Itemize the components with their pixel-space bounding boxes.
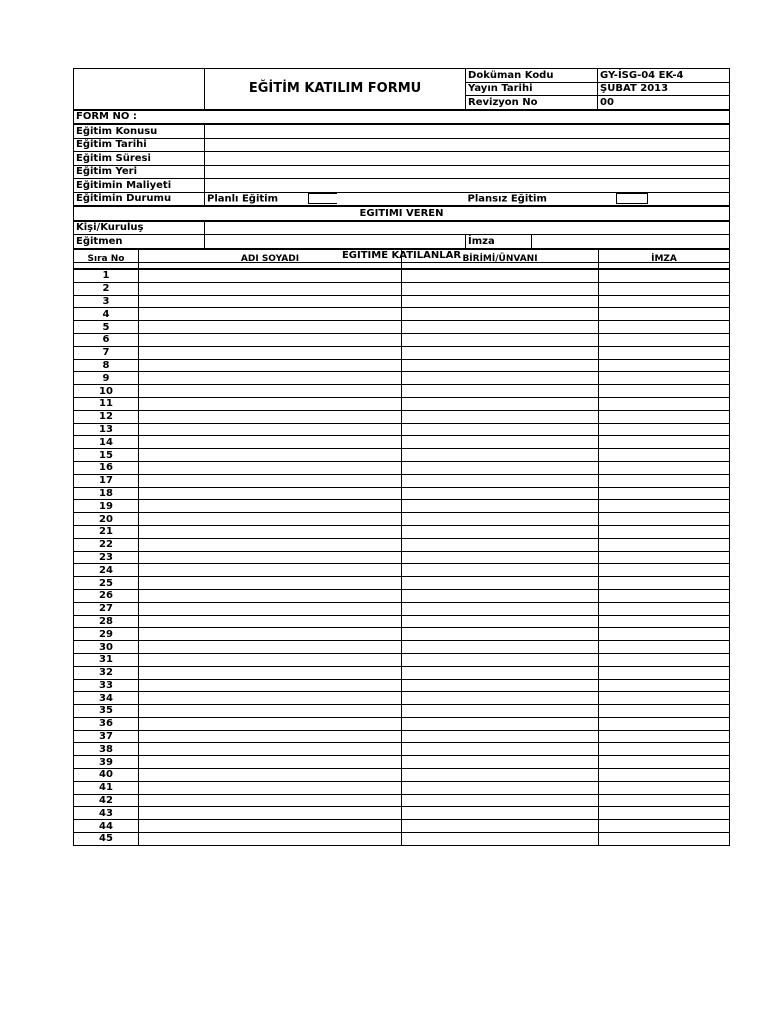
- unplanned-checkbox[interactable]: [616, 193, 648, 204]
- table-row: [74, 525, 730, 538]
- table-row: [74, 679, 730, 692]
- row-number: 21: [74, 525, 139, 538]
- table-row: [74, 794, 730, 807]
- signature-cell[interactable]: [599, 781, 730, 794]
- signature-cell[interactable]: [599, 769, 730, 782]
- signature-cell[interactable]: [599, 359, 730, 372]
- signature-cell[interactable]: [599, 410, 730, 423]
- row-number: 23: [74, 551, 139, 564]
- row-number: 17: [74, 474, 139, 487]
- signature-cell[interactable]: [599, 385, 730, 398]
- row-number: 7: [74, 346, 139, 359]
- signature-cell[interactable]: [599, 730, 730, 743]
- unit-cell[interactable]: [402, 487, 599, 500]
- table-row: [74, 692, 730, 705]
- name-cell[interactable]: [139, 282, 402, 295]
- name-cell[interactable]: [139, 769, 402, 782]
- unit-cell[interactable]: [402, 449, 599, 462]
- table-row: [74, 333, 730, 346]
- signature-cell[interactable]: [599, 551, 730, 564]
- signature-cell[interactable]: [599, 628, 730, 641]
- table-row: [74, 487, 730, 500]
- table-row: [74, 756, 730, 769]
- unplanned-option: [466, 192, 730, 206]
- signature-cell[interactable]: [599, 705, 730, 718]
- name-cell[interactable]: [139, 269, 402, 282]
- signature-cell[interactable]: [599, 308, 730, 321]
- table-row: [74, 423, 730, 436]
- table-row: [74, 551, 730, 564]
- unit-cell[interactable]: [402, 577, 599, 590]
- form-title: EĞİTİM KATILIM FORMU: [205, 69, 466, 110]
- status-spacer: [337, 192, 466, 206]
- name-cell[interactable]: [139, 564, 402, 577]
- cost-label: Eğitimin Maliyeti: [74, 179, 205, 193]
- row-number: 22: [74, 538, 139, 551]
- signature-cell[interactable]: [599, 577, 730, 590]
- name-cell[interactable]: [139, 602, 402, 615]
- signature-cell[interactable]: [599, 513, 730, 526]
- row-number: 30: [74, 641, 139, 654]
- signature-cell[interactable]: [599, 282, 730, 295]
- row-number: 12: [74, 410, 139, 423]
- table-row: [74, 500, 730, 513]
- revision-label: Revizyon No: [466, 96, 598, 110]
- row-number: 19: [74, 500, 139, 513]
- table-row: [74, 269, 730, 282]
- signature-cell[interactable]: [599, 679, 730, 692]
- table-row: [74, 666, 730, 679]
- row-number: 9: [74, 372, 139, 385]
- table-row: [74, 397, 730, 410]
- row-number: 16: [74, 461, 139, 474]
- status-label: Eğitimin Durumu: [74, 192, 205, 206]
- unplanned-label: Plansız Eğitim: [467, 193, 547, 205]
- unit-cell[interactable]: [402, 602, 599, 615]
- unit-cell[interactable]: [402, 333, 599, 346]
- signature-cell[interactable]: [599, 423, 730, 436]
- row-number: 1: [74, 269, 139, 282]
- table-row: [74, 807, 730, 820]
- unit-cell[interactable]: [402, 538, 599, 551]
- trainer-label: Eğitmen: [74, 235, 205, 249]
- planned-checkbox[interactable]: [308, 193, 337, 204]
- name-cell[interactable]: [139, 333, 402, 346]
- signature-cell[interactable]: [599, 666, 730, 679]
- place-field[interactable]: [205, 165, 730, 179]
- form-header-table: [73, 68, 730, 263]
- signature-cell[interactable]: [599, 538, 730, 551]
- date-field[interactable]: [205, 138, 730, 152]
- table-row: [74, 346, 730, 359]
- unit-cell[interactable]: [402, 705, 599, 718]
- name-cell[interactable]: [139, 551, 402, 564]
- name-cell[interactable]: [139, 359, 402, 372]
- table-row: [74, 781, 730, 794]
- signature-cell[interactable]: [599, 461, 730, 474]
- org-field[interactable]: [205, 221, 730, 235]
- unit-cell[interactable]: [402, 833, 599, 846]
- doc-code-label: Doküman Kodu: [466, 69, 598, 83]
- unit-cell[interactable]: [402, 794, 599, 807]
- name-cell[interactable]: [139, 615, 402, 628]
- trainer-field[interactable]: [205, 235, 466, 249]
- unit-cell[interactable]: [402, 807, 599, 820]
- unit-cell[interactable]: [402, 551, 599, 564]
- signature-cell[interactable]: [599, 397, 730, 410]
- row-number: 14: [74, 436, 139, 449]
- unit-cell[interactable]: [402, 385, 599, 398]
- row-number: 25: [74, 577, 139, 590]
- unit-cell[interactable]: [402, 321, 599, 334]
- signature-cell[interactable]: [599, 436, 730, 449]
- signature-cell[interactable]: [599, 820, 730, 833]
- name-cell[interactable]: [139, 474, 402, 487]
- row-number: 5: [74, 321, 139, 334]
- table-row: [74, 820, 730, 833]
- row-number: 42: [74, 794, 139, 807]
- col-header-signature: İMZA: [599, 249, 730, 269]
- participants-table: [73, 248, 730, 846]
- signature-cell[interactable]: [599, 449, 730, 462]
- row-number: 38: [74, 743, 139, 756]
- col-header-unit: BİRİMİ/ÜNVANI: [402, 249, 599, 269]
- name-cell[interactable]: [139, 794, 402, 807]
- row-number: 20: [74, 513, 139, 526]
- name-cell[interactable]: [139, 717, 402, 730]
- unit-cell[interactable]: [402, 781, 599, 794]
- table-row: [74, 717, 730, 730]
- table-row: [74, 513, 730, 526]
- row-number: 35: [74, 705, 139, 718]
- unit-cell[interactable]: [402, 589, 599, 602]
- row-number: 27: [74, 602, 139, 615]
- table-row: [74, 653, 730, 666]
- name-cell[interactable]: [139, 449, 402, 462]
- row-number: 34: [74, 692, 139, 705]
- signature-cell[interactable]: [599, 321, 730, 334]
- table-row: [74, 769, 730, 782]
- row-number: 18: [74, 487, 139, 500]
- table-row: [74, 564, 730, 577]
- table-row: [74, 321, 730, 334]
- unit-cell[interactable]: [402, 282, 599, 295]
- signature-field[interactable]: [532, 235, 730, 249]
- name-cell[interactable]: [139, 628, 402, 641]
- row-number: 10: [74, 385, 139, 398]
- unit-cell[interactable]: [402, 641, 599, 654]
- name-cell[interactable]: [139, 525, 402, 538]
- name-cell[interactable]: [139, 577, 402, 590]
- unit-cell[interactable]: [402, 423, 599, 436]
- name-cell[interactable]: [139, 372, 402, 385]
- table-row: [74, 628, 730, 641]
- name-cell[interactable]: [139, 461, 402, 474]
- name-cell[interactable]: [139, 346, 402, 359]
- name-cell[interactable]: [139, 385, 402, 398]
- row-number: 3: [74, 295, 139, 308]
- table-row: [74, 705, 730, 718]
- signature-cell[interactable]: [599, 372, 730, 385]
- table-row: [74, 538, 730, 551]
- row-number: 39: [74, 756, 139, 769]
- participants-rows: [74, 269, 730, 845]
- signature-cell[interactable]: [599, 295, 730, 308]
- unit-cell[interactable]: [402, 730, 599, 743]
- unit-cell[interactable]: [402, 474, 599, 487]
- col-header-no: Sıra No: [74, 249, 139, 269]
- unit-cell[interactable]: [402, 679, 599, 692]
- signature-cell[interactable]: [599, 346, 730, 359]
- name-cell[interactable]: [139, 397, 402, 410]
- org-label: Kişi/Kuruluş: [74, 221, 205, 235]
- name-cell[interactable]: [139, 589, 402, 602]
- name-cell[interactable]: [139, 500, 402, 513]
- table-row: [74, 410, 730, 423]
- signature-cell[interactable]: [599, 807, 730, 820]
- signature-cell[interactable]: [599, 500, 730, 513]
- table-row: [74, 730, 730, 743]
- name-cell[interactable]: [139, 820, 402, 833]
- unit-cell[interactable]: [402, 500, 599, 513]
- revision-value: 00: [598, 96, 730, 110]
- unit-cell[interactable]: [402, 628, 599, 641]
- row-number: 29: [74, 628, 139, 641]
- signature-cell[interactable]: [599, 692, 730, 705]
- unit-cell[interactable]: [402, 436, 599, 449]
- row-number: 15: [74, 449, 139, 462]
- name-cell[interactable]: [139, 730, 402, 743]
- name-cell[interactable]: [139, 807, 402, 820]
- row-number: 45: [74, 833, 139, 846]
- name-cell[interactable]: [139, 692, 402, 705]
- unit-cell[interactable]: [402, 564, 599, 577]
- signature-cell[interactable]: [599, 269, 730, 282]
- name-cell[interactable]: [139, 756, 402, 769]
- table-row: [74, 282, 730, 295]
- planned-label: Planlı Eğitim: [207, 193, 279, 205]
- row-number: 4: [74, 308, 139, 321]
- form-no-label: FORM NO :: [74, 110, 730, 125]
- unit-cell[interactable]: [402, 525, 599, 538]
- signature-cell[interactable]: [599, 756, 730, 769]
- unit-cell[interactable]: [402, 461, 599, 474]
- unit-cell[interactable]: [402, 743, 599, 756]
- signature-cell[interactable]: [599, 615, 730, 628]
- row-number: 43: [74, 807, 139, 820]
- table-row: [74, 436, 730, 449]
- row-number: 13: [74, 423, 139, 436]
- row-number: 11: [74, 397, 139, 410]
- name-cell[interactable]: [139, 423, 402, 436]
- unit-cell[interactable]: [402, 372, 599, 385]
- signature-cell[interactable]: [599, 474, 730, 487]
- name-cell[interactable]: [139, 833, 402, 846]
- unit-cell[interactable]: [402, 717, 599, 730]
- table-row: [74, 449, 730, 462]
- table-row: [74, 295, 730, 308]
- unit-cell[interactable]: [402, 653, 599, 666]
- name-cell[interactable]: [139, 487, 402, 500]
- signature-cell[interactable]: [599, 589, 730, 602]
- unit-cell[interactable]: [402, 397, 599, 410]
- row-number: 33: [74, 679, 139, 692]
- name-cell[interactable]: [139, 295, 402, 308]
- signature-cell[interactable]: [599, 602, 730, 615]
- table-row: [74, 474, 730, 487]
- signature-cell[interactable]: [599, 833, 730, 846]
- signature-cell[interactable]: [599, 564, 730, 577]
- unit-cell[interactable]: [402, 346, 599, 359]
- row-number: 24: [74, 564, 139, 577]
- duration-label: Eğitim Süresi: [74, 152, 205, 166]
- row-number: 28: [74, 615, 139, 628]
- row-number: 8: [74, 359, 139, 372]
- row-number: 44: [74, 820, 139, 833]
- signature-cell[interactable]: [599, 717, 730, 730]
- name-cell[interactable]: [139, 781, 402, 794]
- trainer-section-title: EGITIMI VEREN: [74, 206, 730, 221]
- name-cell[interactable]: [139, 666, 402, 679]
- name-cell[interactable]: [139, 538, 402, 551]
- subject-label: Eğitim Konusu: [74, 124, 205, 138]
- table-row: [74, 461, 730, 474]
- signature-cell[interactable]: [599, 333, 730, 346]
- unit-cell[interactable]: [402, 820, 599, 833]
- signature-cell[interactable]: [599, 653, 730, 666]
- row-number: 40: [74, 769, 139, 782]
- signature-cell[interactable]: [599, 487, 730, 500]
- unit-cell[interactable]: [402, 692, 599, 705]
- pub-date-value: ŞUBAT 2013: [598, 82, 730, 96]
- name-cell[interactable]: [139, 436, 402, 449]
- unit-cell[interactable]: [402, 308, 599, 321]
- name-cell[interactable]: [139, 321, 402, 334]
- signature-cell[interactable]: [599, 743, 730, 756]
- row-number: 31: [74, 653, 139, 666]
- table-row: [74, 743, 730, 756]
- signature-label: İmza: [466, 235, 532, 249]
- duration-field[interactable]: [205, 152, 730, 166]
- table-row: [74, 641, 730, 654]
- table-row: [74, 308, 730, 321]
- table-row: [74, 602, 730, 615]
- place-label: Eğitim Yeri: [74, 165, 205, 179]
- table-row: [74, 577, 730, 590]
- row-number: 26: [74, 589, 139, 602]
- doc-code-value: GY-İSG-04 EK-4: [598, 69, 730, 83]
- table-row: [74, 359, 730, 372]
- table-row: [74, 833, 730, 846]
- unit-cell[interactable]: [402, 269, 599, 282]
- signature-cell[interactable]: [599, 794, 730, 807]
- name-cell[interactable]: [139, 679, 402, 692]
- cost-field[interactable]: [205, 179, 730, 193]
- name-cell[interactable]: [139, 410, 402, 423]
- name-cell[interactable]: [139, 705, 402, 718]
- name-cell[interactable]: [139, 641, 402, 654]
- row-number: 36: [74, 717, 139, 730]
- table-row: [74, 589, 730, 602]
- unit-cell[interactable]: [402, 769, 599, 782]
- table-row: [74, 372, 730, 385]
- unit-cell[interactable]: [402, 756, 599, 769]
- unit-cell[interactable]: [402, 295, 599, 308]
- unit-cell[interactable]: [402, 410, 599, 423]
- col-header-name: ADI SOYADI: [139, 249, 402, 269]
- unit-cell[interactable]: [402, 666, 599, 679]
- row-number: 2: [74, 282, 139, 295]
- signature-cell[interactable]: [599, 641, 730, 654]
- name-cell[interactable]: [139, 653, 402, 666]
- unit-cell[interactable]: [402, 615, 599, 628]
- signature-cell[interactable]: [599, 525, 730, 538]
- row-number: 41: [74, 781, 139, 794]
- name-cell[interactable]: [139, 308, 402, 321]
- logo-cell: [74, 69, 205, 110]
- name-cell[interactable]: [139, 513, 402, 526]
- table-row: [74, 385, 730, 398]
- planned-option: [205, 192, 337, 206]
- subject-field[interactable]: [205, 124, 730, 138]
- date-label: Eğitim Tarihi: [74, 138, 205, 152]
- pub-date-label: Yayın Tarihi: [466, 82, 598, 96]
- unit-cell[interactable]: [402, 359, 599, 372]
- participants-section-title: EĞİTİME KATILANLAR: [74, 249, 730, 263]
- table-row: [74, 615, 730, 628]
- row-number: 32: [74, 666, 139, 679]
- row-number: 37: [74, 730, 139, 743]
- row-number: 6: [74, 333, 139, 346]
- name-cell[interactable]: [139, 743, 402, 756]
- unit-cell[interactable]: [402, 513, 599, 526]
